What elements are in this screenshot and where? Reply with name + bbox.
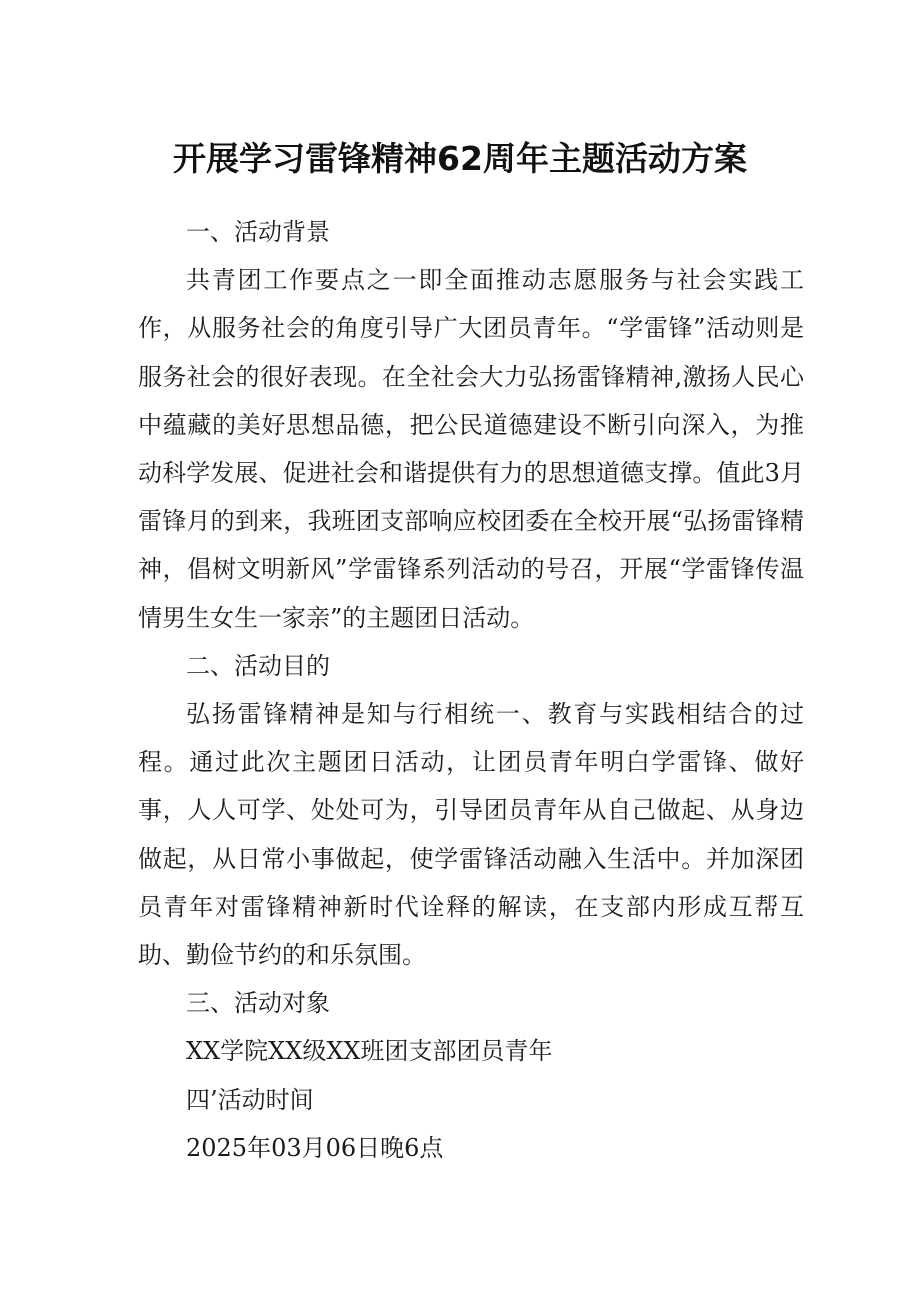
section-body-background: 共青团工作要点之一即全面推动志愿服务与社会实践工作，从服务社会的角度引导广大团员青年。“学雷锋”活动则是服务社会的很好表现。在全社会大力弘扬雷锋精神,激扬人民心中蕴藏的美好思想品德，把公民道德建设不断引向深入，为推动科学发展、促进社会和谐提供有力的思想道德支撑。值此3月雷锋月的到来，我班团支部响应校团委在全校开展“弘扬雷锋精神，倡树文明新风”学雷锋系列活动的号召，开展“学雷锋传温情男生女生一家亲”的主题团日活动。 bbox=[138, 266, 804, 632]
section-heading-purpose: 二、活动目的 bbox=[186, 651, 330, 680]
section-body-audience: XX学院XX级XX班团支部团员青年 bbox=[186, 1037, 553, 1066]
section-body-purpose: 弘扬雷锋精神是知与行相统一、教育与实践相结合的过程。通过此次主题团日活动，让团员青年明白学雷锋、做好事，人人可学、处处可为，引导团员青年从自己做起、从身边做起，从日常小事做起，使学雷锋活动融入生活中。并加深团员青年对雷锋精神新时代诠释的解读，在支部内形成互帮互助、勤俭节约的和乐氛围。 bbox=[138, 700, 804, 970]
section-heading-background: 一、活动背景 bbox=[186, 218, 330, 246]
document-title: 开展学习雷锋精神62周年主题活动方案 bbox=[173, 139, 747, 179]
section-heading-time: 四’活动时间 bbox=[186, 1085, 314, 1114]
document-body bbox=[138, 208, 804, 1172]
section-body-time: 2025年03月06日晚6点 bbox=[186, 1133, 444, 1162]
section-heading-audience: 三、活动对象 bbox=[186, 989, 330, 1018]
